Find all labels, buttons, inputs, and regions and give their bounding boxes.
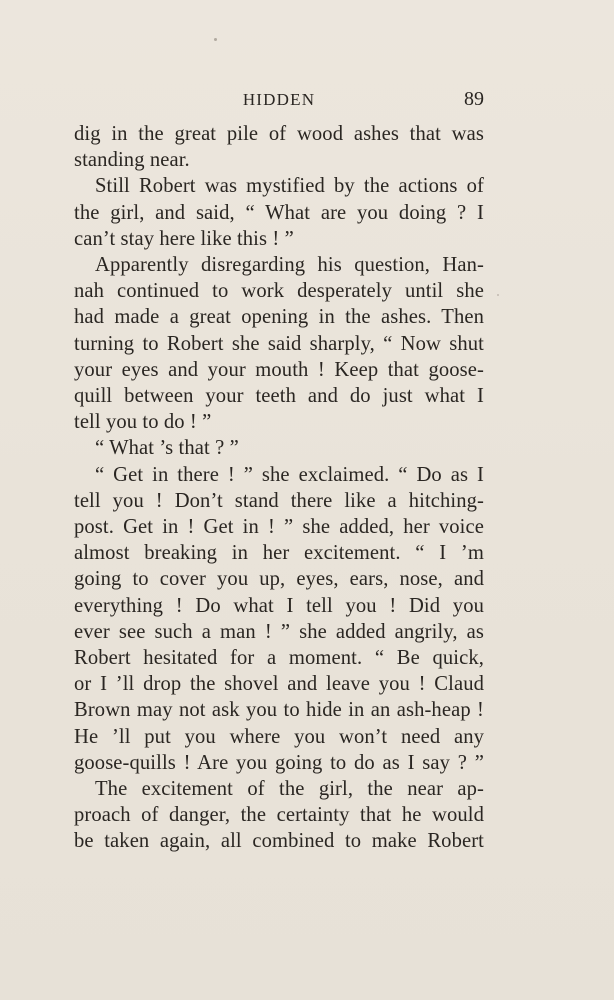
text-line: be taken again, all combined to make Robert — [74, 830, 484, 853]
paper-speck — [214, 38, 217, 41]
text-line: proach of danger, the certainty that he would — [74, 804, 484, 827]
text-line: post. Get in ! Get in ! ” she added, her voice — [74, 516, 484, 539]
text-line: almost breaking in her excitement. “ I ’m — [74, 542, 484, 565]
text-line: The excitement of the girl, the near ap- — [95, 778, 484, 801]
text-line: your eyes and your mouth ! Keep that goose- — [74, 358, 484, 381]
text-line: ever see such a man ! ” she added angrily, as — [74, 620, 484, 643]
running-head: HIDDEN — [242, 90, 316, 109]
text-line: dig in the great pile of wood ashes that was — [74, 123, 484, 145]
text-line: turning to Robert she said sharply, “ Now shut — [74, 332, 484, 355]
text-line: going to cover you up, eyes, ears, nose, and — [74, 568, 484, 591]
page-header — [74, 88, 484, 114]
text-line: Robert hesitated for a moment. “ Be quick, — [74, 647, 484, 670]
text-line: Apparently disregarding his question, Han- — [95, 254, 484, 277]
text-line: can’t stay here like this ! ” — [74, 227, 294, 250]
body-text — [74, 121, 484, 855]
text-line: standing near. — [74, 149, 190, 172]
text-line: or I ’ll drop the shovel and leave you ! Claud — [74, 673, 484, 696]
text-line: “ What ’s that ? ” — [95, 437, 239, 460]
text-line: He ’ll put you where you won’t need any — [74, 725, 484, 748]
text-line: tell you to do ! ” — [74, 411, 212, 434]
text-line: quill between your teeth and do just what I — [74, 385, 484, 408]
text-line: “ Get in there ! ” she exclaimed. “ Do as I — [95, 463, 484, 486]
page-number: 89 — [464, 88, 484, 110]
text-line: Still Robert was mystified by the actions of — [95, 175, 484, 198]
text-line: everything ! Do what I tell you ! Did you — [74, 594, 484, 617]
text-line: had made a great opening in the ashes. Then — [74, 306, 484, 329]
text-line: goose-quills ! Are you going to do as I say ? ” — [74, 751, 484, 774]
paper-speck — [497, 294, 499, 296]
text-line: nah continued to work desperately until she — [74, 280, 484, 303]
text-line: Brown may not ask you to hide in an ash-heap ! — [74, 699, 484, 722]
text-line: tell you ! Don’t stand there like a hitching- — [74, 489, 484, 512]
text-line: the girl, and said, “ What are you doing ? I — [74, 201, 484, 224]
